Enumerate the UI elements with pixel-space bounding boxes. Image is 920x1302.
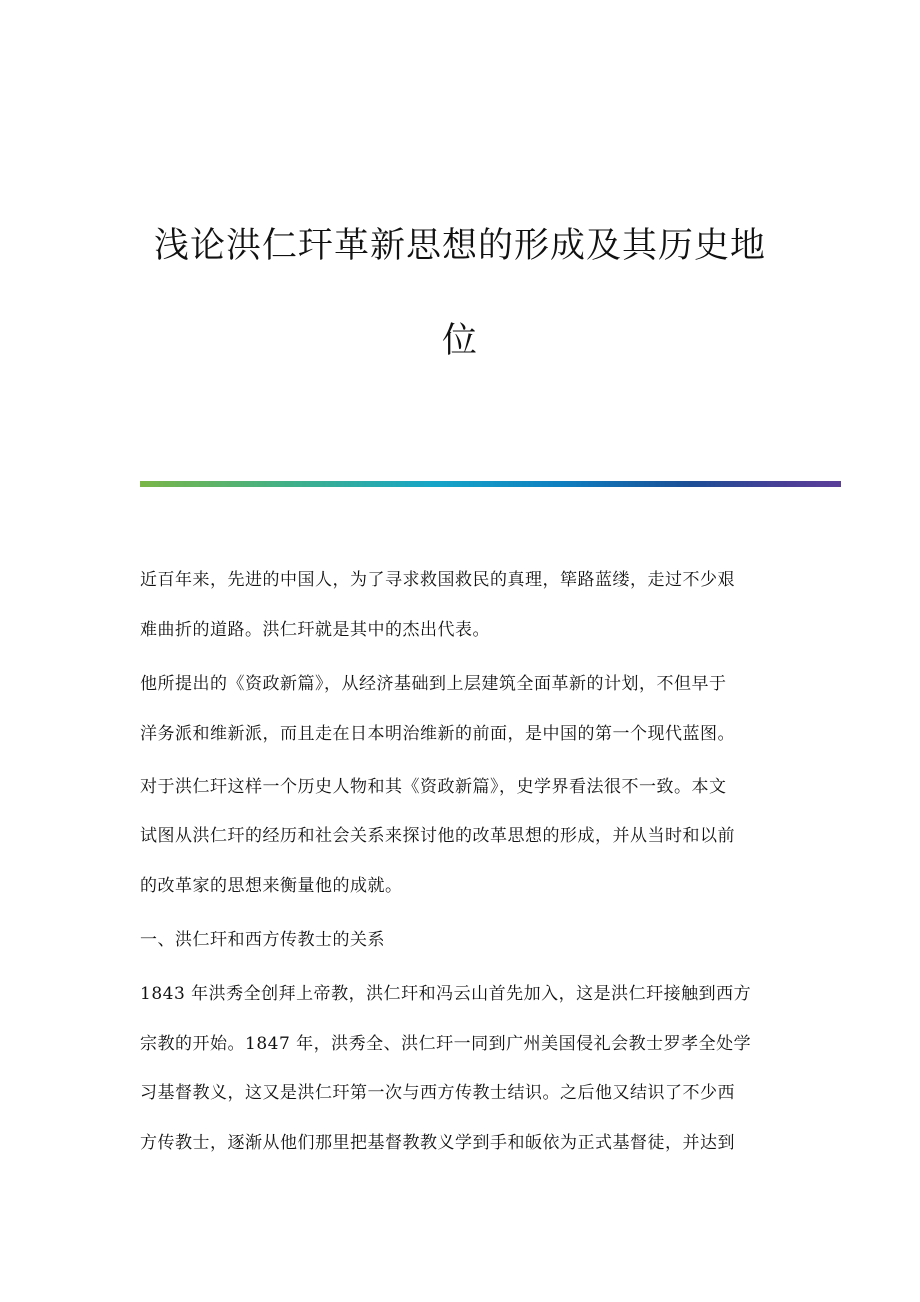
text-line: 难曲折的道路。洪仁玕就是其中的杰出代表。 [140, 620, 490, 640]
text-line: 近百年来，先进的中国人，为了寻求救国救民的真理，筚路蓝缕，走过不少艰 [140, 570, 735, 590]
document-title: 浅论洪仁玕革新思想的形成及其历史地 [153, 226, 766, 266]
text-line: 洋务派和维新派，而且走在日本明治维新的前面，是中国的第一个现代蓝图。 [140, 724, 735, 744]
text-line: 方传教士，逐渐从他们那里把基督教教义学到手和皈依为正式基督徒，并达到 [140, 1133, 735, 1153]
text-line: 他所提出的《资政新篇》，从经济基础到上层建筑全面革新的计划，不但早于 [140, 674, 727, 694]
section-heading: 一、洪仁玕和西方传教士的关系 [140, 930, 385, 950]
text-line: 的改革家的思想来衡量他的成就。 [140, 876, 403, 896]
text-line: 试图从洪仁玕的经历和社会关系来探讨他的改革思想的形成，并从当时和以前 [140, 826, 735, 846]
text-line: 宗教的开始。1847 年，洪秀全、洪仁玕一同到广州美国侵礼会教士罗孝全处学 [140, 1034, 752, 1054]
gradient-divider [140, 481, 841, 487]
document-title-continued: 位 [441, 321, 478, 361]
text-line: 习基督教义，这又是洪仁玕第一次与西方传教士结识。之后他又结识了不少西 [140, 1083, 735, 1103]
text-line: 对于洪仁玕这样一个历史人物和其《资政新篇》，史学界看法很不一致。本文 [140, 777, 727, 797]
text-line: 1843 年洪秀全创拜上帝教，洪仁玕和冯云山首先加入，这是洪仁玕接触到西方 [140, 984, 752, 1004]
